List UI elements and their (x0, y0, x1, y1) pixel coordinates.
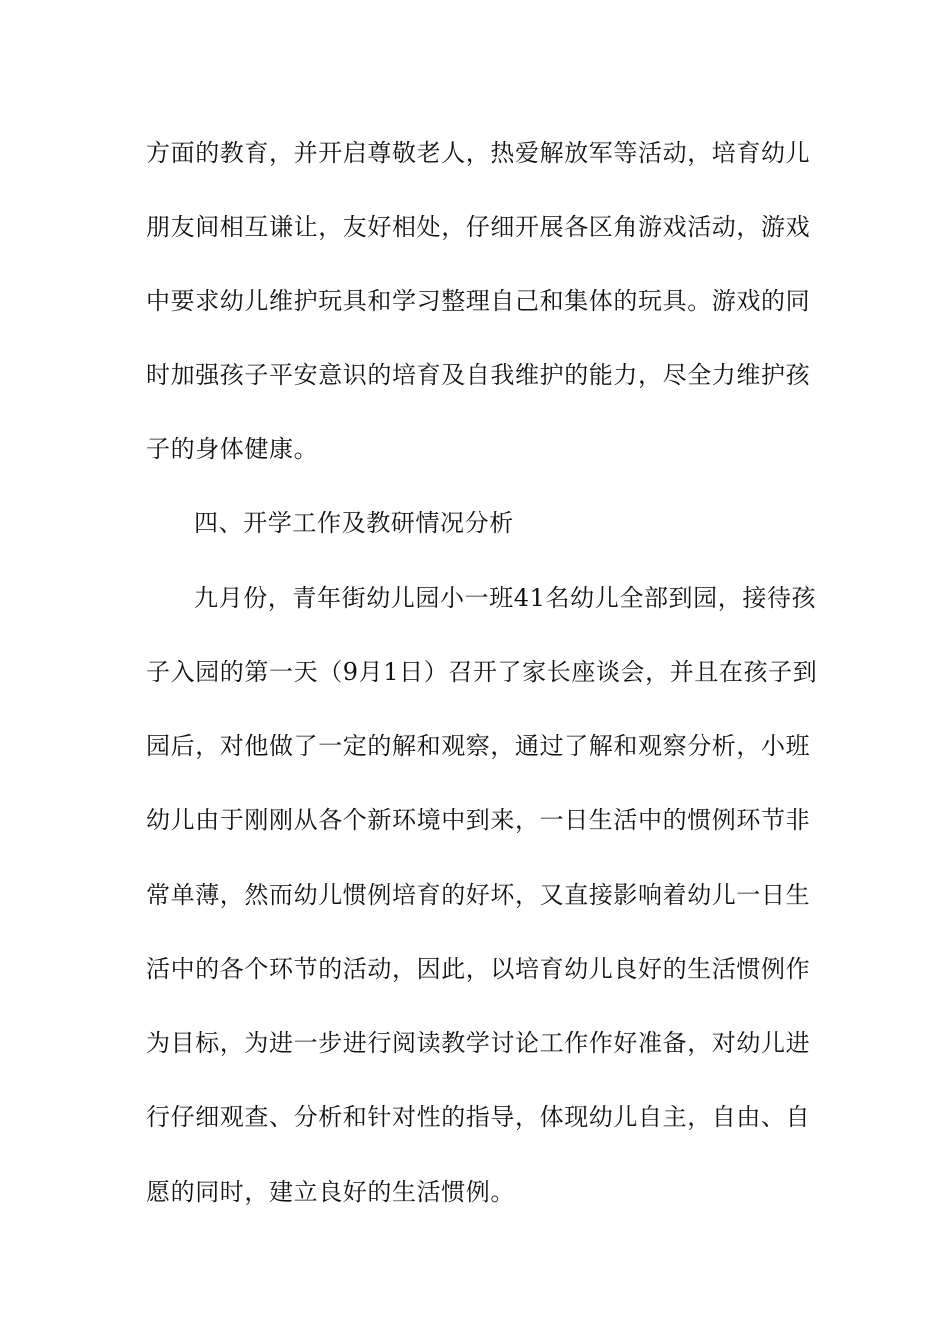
paragraph-line: 子入园的第一天（9月1日）召开了家长座谈会，并且在孩子到 (146, 658, 818, 686)
paragraph-line: 行仔细观查、分析和针对性的指导，体现幼儿自主，自由、自 (146, 1103, 811, 1131)
paragraph-line: 园后，对他做了一定的解和观察，通过了解和观察分析，小班 (146, 732, 811, 760)
paragraph-line: 幼儿由于刚刚从各个新环境中到来，一日生活中的惯例环节非 (146, 806, 811, 834)
paragraph-line: 活中的各个环节的活动，因此，以培育幼儿良好的生活惯例作 (146, 955, 811, 983)
paragraph-line: 时加强孩子平安意识的培育及自我维护的能力，尽全力维护孩 (146, 361, 811, 389)
paragraph-line: 中要求幼儿维护玩具和学习整理自己和集体的玩具。游戏的同 (146, 287, 811, 315)
paragraph-line: 九月份，青年街幼儿园小一班41名幼儿全部到园，接待孩 (194, 584, 817, 612)
paragraph-line: 子的身体健康。 (146, 435, 319, 463)
paragraph-line: 为目标，为进一步进行阅读教学讨论工作作好准备，对幼儿进 (146, 1029, 811, 1057)
paragraph-line: 方面的教育，并开启尊敬老人，热爱解放军等活动，培育幼儿 (146, 139, 811, 167)
paragraph-line: 常单薄，然而幼儿惯例培育的好坏，又直接影响着幼儿一日生 (146, 881, 811, 909)
section-heading: 四、开学工作及教研情况分析 (194, 509, 514, 537)
paragraph-line: 朋友间相互谦让，友好相处，仔细开展各区角游戏活动，游戏 (146, 213, 811, 241)
paragraph-line: 愿的同时，建立良好的生活惯例。 (146, 1178, 515, 1206)
